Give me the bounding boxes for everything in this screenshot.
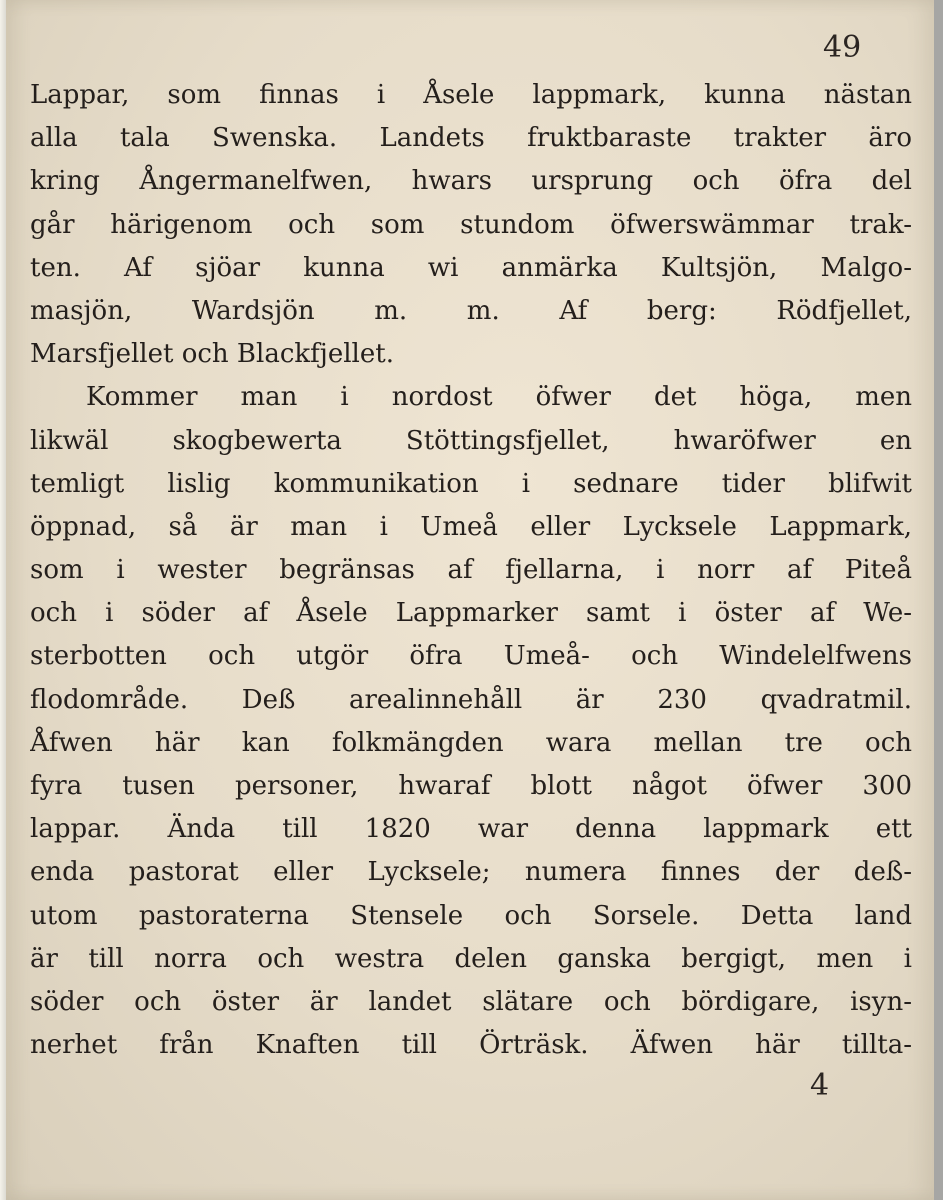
text-line: ten. Af sjöar kunna wi anmärka Kultsjön, Malgo-: [30, 252, 912, 283]
text-line: Marsfjellet och Blackfjellet.: [30, 339, 394, 370]
text-line: lappar. Ända till 1820 war denna lappmark ett: [30, 814, 912, 845]
text-line: flodområde. Deß arealinnehåll är 230 qvadratmil.: [30, 684, 912, 715]
text-line: är till norra och westra delen ganska bergigt, men i: [30, 943, 912, 974]
body-text: [30, 74, 912, 1067]
page-edge-right: [934, 0, 943, 1200]
text-line: öppnad, så är man i Umeå eller Lycksele Lappmark,: [30, 511, 912, 542]
text-line: sterbotten och utgör öfra Umeå- och Windelelfwens: [30, 641, 912, 672]
page-number: 49: [823, 30, 862, 65]
text-line: enda pastorat eller Lycksele; numera finnes der deß-: [30, 857, 912, 888]
text-line: söder och öster är landet slätare och bördigare, isyn-: [30, 986, 912, 1017]
text-line: Lappar, som finnas i Åsele lappmark, kunna nästan: [30, 80, 912, 110]
text-line: går härigenom och som stundom öfwerswämmar trak-: [30, 209, 912, 240]
text-line: Kommer man i nordost öfwer det höga, men: [86, 382, 912, 413]
text-line: alla tala Swenska. Landets fruktbaraste trakter äro: [30, 123, 912, 154]
text-line: som i wester begränsas af fjellarna, i norr af Piteå: [30, 555, 912, 586]
text-line: kring Ångermanelfwen, hwars ursprung och öfra del: [30, 166, 912, 197]
text-line: och i söder af Åsele Lappmarker samt i öster af We-: [30, 598, 912, 629]
text-line: Åfwen här kan folkmängden wara mellan tre och: [30, 727, 912, 758]
text-line: masjön, Wardsjön m. m. Af berg: Rödfjellet,: [30, 295, 912, 326]
text-line: temligt lislig kommunikation i sednare tider blifwit: [30, 468, 912, 499]
signature-mark: 4: [810, 1068, 830, 1103]
text-line: fyra tusen personer, hwaraf blott något öfwer 300: [30, 771, 912, 801]
text-line: utom pastoraterna Stensele och Sorsele. Detta land: [30, 900, 912, 931]
text-line: nerhet från Knaften till Örträsk. Äfwen här tillta-: [30, 1030, 912, 1061]
text-line: likwäl skogbewerta Stöttingsfjellet, hwaröfwer en: [30, 425, 912, 456]
